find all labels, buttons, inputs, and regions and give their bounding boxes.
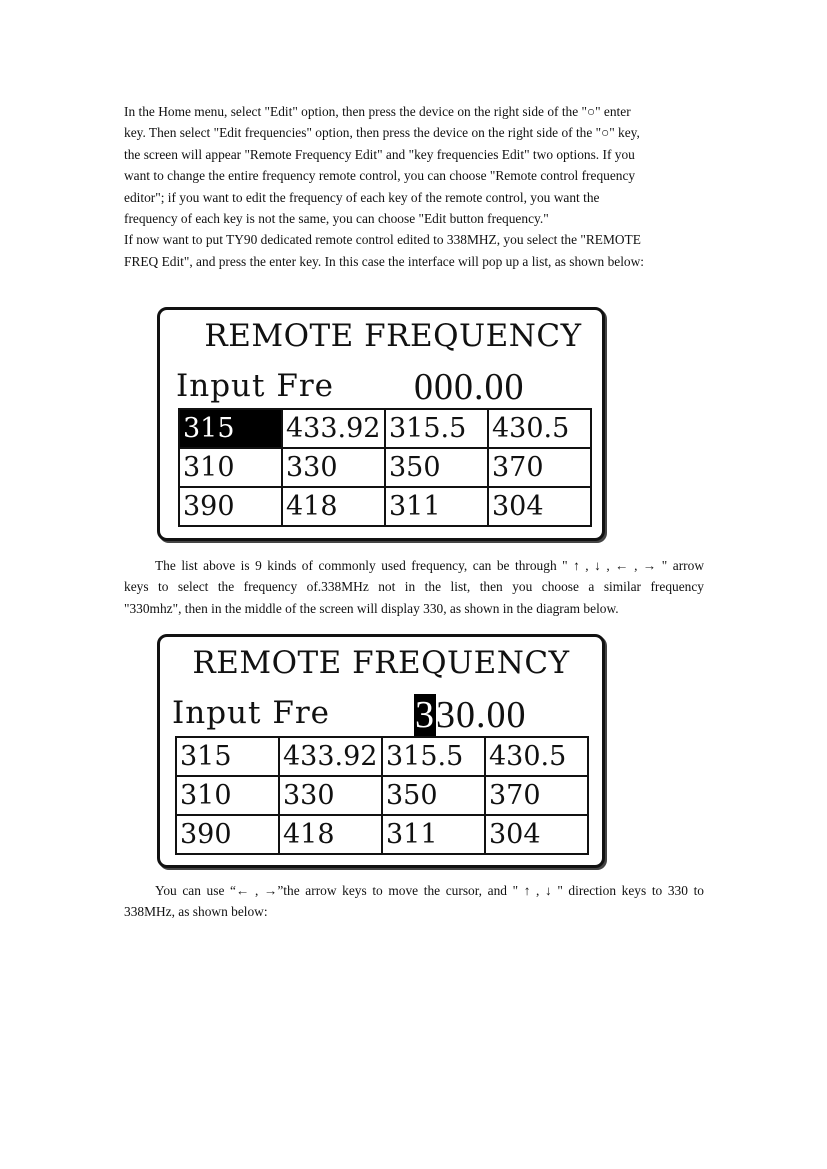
frequency-cell[interactable]: 418: [279, 815, 382, 854]
frequency-cell[interactable]: 370: [488, 448, 591, 487]
input-frequency-value: [414, 365, 525, 409]
frequency-cell[interactable]: 330: [282, 448, 385, 487]
frequency-cell[interactable]: 315: [176, 737, 279, 776]
text-line: The list above is 9 kinds of commonly used frequency, can be through " ↑ , ↓ , ← , → " arrow: [155, 558, 704, 573]
input-frequency-label: Input Fre: [172, 695, 331, 731]
frequency-cell[interactable]: 350: [385, 448, 488, 487]
frequency-cell[interactable]: 310: [179, 448, 282, 487]
frequency-cell[interactable]: 304: [485, 815, 588, 854]
input-frequency-value: [414, 693, 527, 737]
screen-title: REMOTE FREQUENCY: [192, 645, 570, 681]
text-line: If now want to put TY90 dedicated remote control edited to 338MHZ, you select the "REMOTE: [124, 232, 641, 248]
grid-row: [179, 487, 591, 526]
text-line: key. Then select "Edit frequencies" option, then press the device on the right side of the "○" key,: [124, 125, 640, 141]
frequency-cell[interactable]: 311: [385, 487, 488, 526]
frequency-cell[interactable]: 430.5: [488, 409, 591, 448]
input-cursor-digit[interactable]: 3: [415, 694, 435, 736]
remote-frequency-screen-1: [157, 307, 605, 541]
text-line: FREQ Edit", and press the enter key. In this case the interface will pop up a list, as shown below:: [124, 253, 645, 269]
input-value-digits: 30.00: [436, 694, 527, 736]
text-line: 338MHz, as shown below:: [124, 904, 268, 920]
text-line: the screen will appear "Remote Frequency Edit" and "key frequencies Edit" two options. If you: [124, 146, 635, 162]
frequency-cell[interactable]: 430.5: [485, 737, 588, 776]
grid-row: [176, 815, 588, 854]
screen-title: REMOTE FREQUENCY: [204, 318, 582, 354]
grid-row: [176, 737, 588, 776]
text-line: want to change the entire frequency remote control, you can choose "Remote control frequency: [124, 168, 636, 184]
frequency-cell[interactable]: 370: [485, 776, 588, 815]
remote-frequency-screen-2: [157, 634, 605, 868]
intro-paragraph: [124, 101, 704, 272]
arrow-keys-paragraph: [124, 555, 704, 619]
frequency-cell[interactable]: 433.92: [279, 737, 382, 776]
frequency-cell[interactable]: 304: [488, 487, 591, 526]
frequency-cell-selected[interactable]: 315: [179, 409, 282, 448]
frequency-cell[interactable]: 390: [179, 487, 282, 526]
frequency-cell[interactable]: 418: [282, 487, 385, 526]
frequency-cell[interactable]: 310: [176, 776, 279, 815]
frequency-cell[interactable]: 350: [382, 776, 485, 815]
text-line: In the Home menu, select "Edit" option, then press the device on the right side of the "○" enter: [124, 104, 631, 119]
frequency-cell[interactable]: 330: [279, 776, 382, 815]
text-line: frequency of each key is not the same, you can choose "Edit button frequency.": [124, 211, 549, 227]
text-line: You can use “← , →”the arrow keys to move the cursor, and " ↑ , ↓ " direction keys to 330 to: [155, 883, 704, 898]
frequency-cell[interactable]: 315.5: [385, 409, 488, 448]
cursor-paragraph: [124, 880, 704, 923]
frequency-grid: [175, 736, 589, 855]
grid-row: [176, 776, 588, 815]
frequency-cell[interactable]: 390: [176, 815, 279, 854]
frequency-cell[interactable]: 433.92: [282, 409, 385, 448]
text-line: editor"; if you want to edit the frequency of each key of the remote control, you want the: [124, 189, 600, 205]
frequency-cell[interactable]: 315.5: [382, 737, 485, 776]
text-line: keys to select the frequency of.338MHz not in the list, then you choose a similar frequency: [124, 579, 704, 595]
frequency-cell[interactable]: 311: [382, 815, 485, 854]
grid-row: [179, 409, 591, 448]
text-line: "330mhz", then in the middle of the screen will display 330, as shown in the diagram below.: [124, 600, 619, 616]
input-frequency-label: Input Fre: [176, 368, 335, 404]
grid-row: [179, 448, 591, 487]
input-value-digits: 000.00: [414, 366, 525, 408]
frequency-grid: [178, 408, 592, 527]
